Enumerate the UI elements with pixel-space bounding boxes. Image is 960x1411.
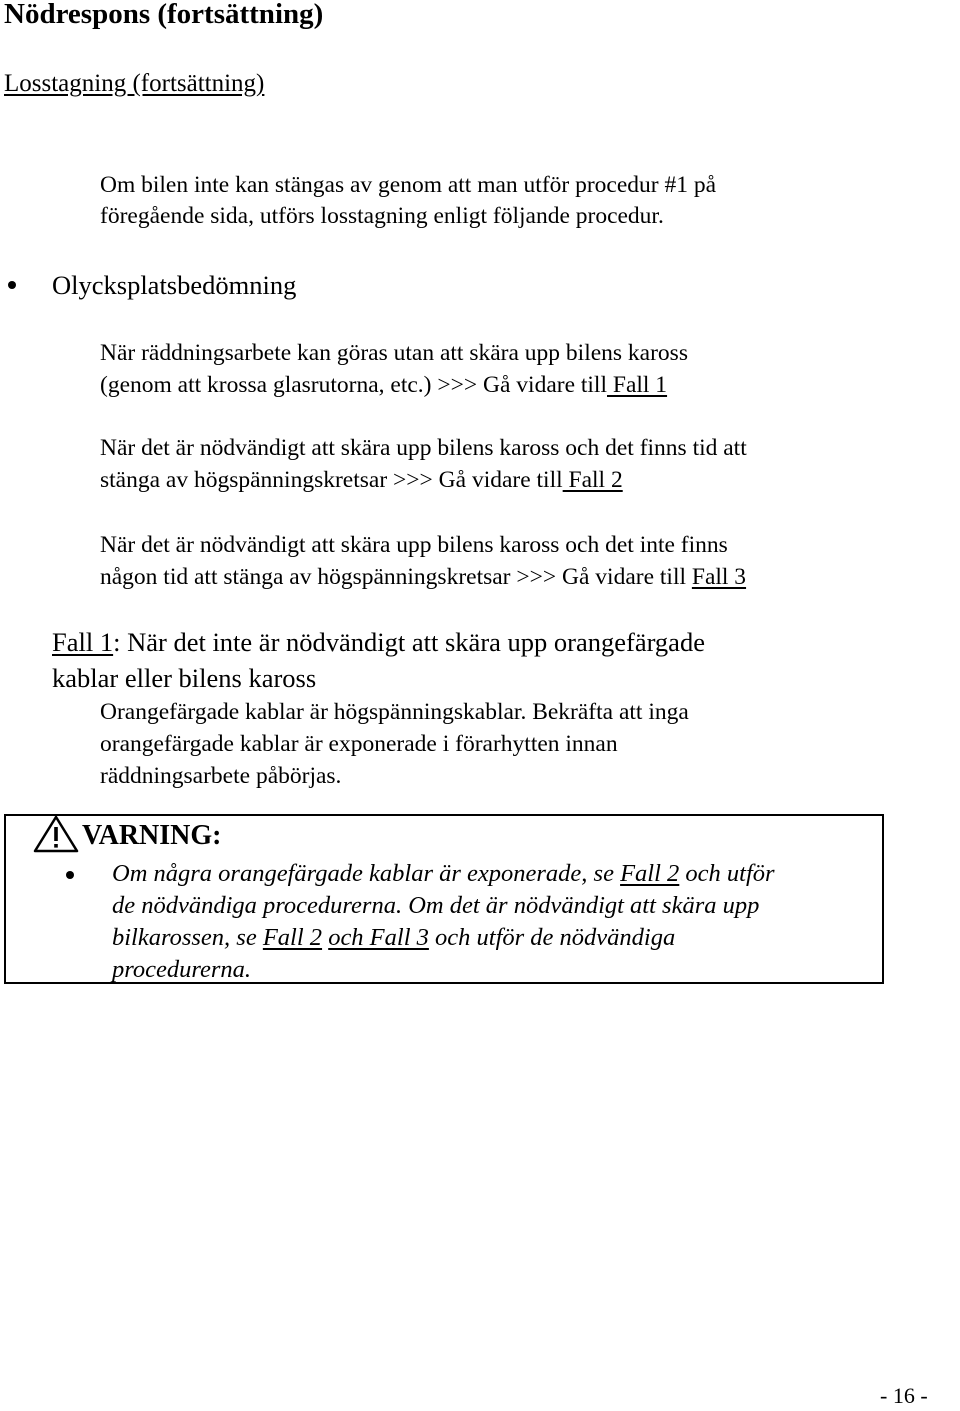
warning-bullet-icon (66, 871, 74, 879)
case1-line-2 (100, 369, 667, 401)
fall1-heading-line-1 (52, 624, 705, 660)
warning-text: och utför de nödvändiga (428, 924, 676, 951)
bullet-heading: Olycksplatsbedömning (52, 270, 297, 300)
fall2-link[interactable]: Fall 2 (562, 467, 623, 493)
warning-line-4: procedurerna. (112, 956, 252, 983)
fall1-heading-line-2: kablar eller bilens kaross (52, 663, 317, 693)
case2-line-2 (100, 464, 623, 496)
warning-title: VARNING: (82, 820, 222, 851)
warning-text: bilkarossen, se (112, 924, 263, 951)
warning-line-3 (112, 922, 675, 954)
fall1-body-line-1: Orangefärgade kablar är högspänningskablar. Bekräfta att inga (100, 699, 689, 725)
case1-text: (genom att krossa glasrutorna, etc.) >>> Gå vidare till (100, 372, 607, 398)
warning-text: och utför (679, 860, 775, 887)
warning-line-1 (112, 858, 775, 890)
fall1-heading-link[interactable]: Fall 1 (52, 627, 114, 657)
warning-fall2-link[interactable]: Fall 2 (620, 860, 680, 887)
case2-text: stänga av högspänningskretsar >>> Gå vidare till (100, 467, 563, 493)
fall1-heading-text: : När det inte är nödvändigt att skära upp orangefärgade (113, 627, 705, 657)
fall1-body-line-3: räddningsarbete påbörjas. (100, 763, 342, 789)
case1-line-1: När räddningsarbete kan göras utan att skära upp bilens kaross (100, 340, 688, 366)
intro-line-2: föregående sida, utförs losstagning enligt följande procedur. (100, 203, 664, 229)
case3-line-1: När det är nödvändigt att skära upp bilens kaross och det inte finns (100, 532, 728, 558)
case3-text: någon tid att stänga av högspänningskretsar >>> Gå vidare till (100, 564, 692, 590)
section-subtitle: Losstagning (fortsättning) (4, 70, 265, 97)
warning-fall2-link-2[interactable]: Fall 2 (262, 924, 323, 951)
fall1-body-line-2: orangefärgade kablar är exponerade i förarhytten innan (100, 731, 618, 757)
warning-line-2: de nödvändiga procedurerna. Om det är nödvändigt att skära upp (112, 892, 760, 919)
warning-fall3-link[interactable]: och Fall 3 (328, 924, 429, 951)
page-title: Nödrespons (fortsättning) (4, 0, 324, 30)
fall1-link[interactable]: Fall 1 (607, 372, 668, 398)
fall3-link[interactable]: Fall 3 (691, 564, 747, 590)
case2-line-1: När det är nödvändigt att skära upp bilens kaross och det finns tid att (100, 435, 747, 461)
bullet-icon (8, 281, 16, 289)
warning-triangle-icon (33, 815, 79, 853)
page-number: - 16 - (880, 1383, 928, 1408)
case3-line-2 (100, 561, 746, 593)
warning-text: Om några orangefärgade kablar är exponerade, se (112, 860, 621, 887)
intro-line-1: Om bilen inte kan stängas av genom att man utför procedur #1 på (100, 172, 717, 198)
